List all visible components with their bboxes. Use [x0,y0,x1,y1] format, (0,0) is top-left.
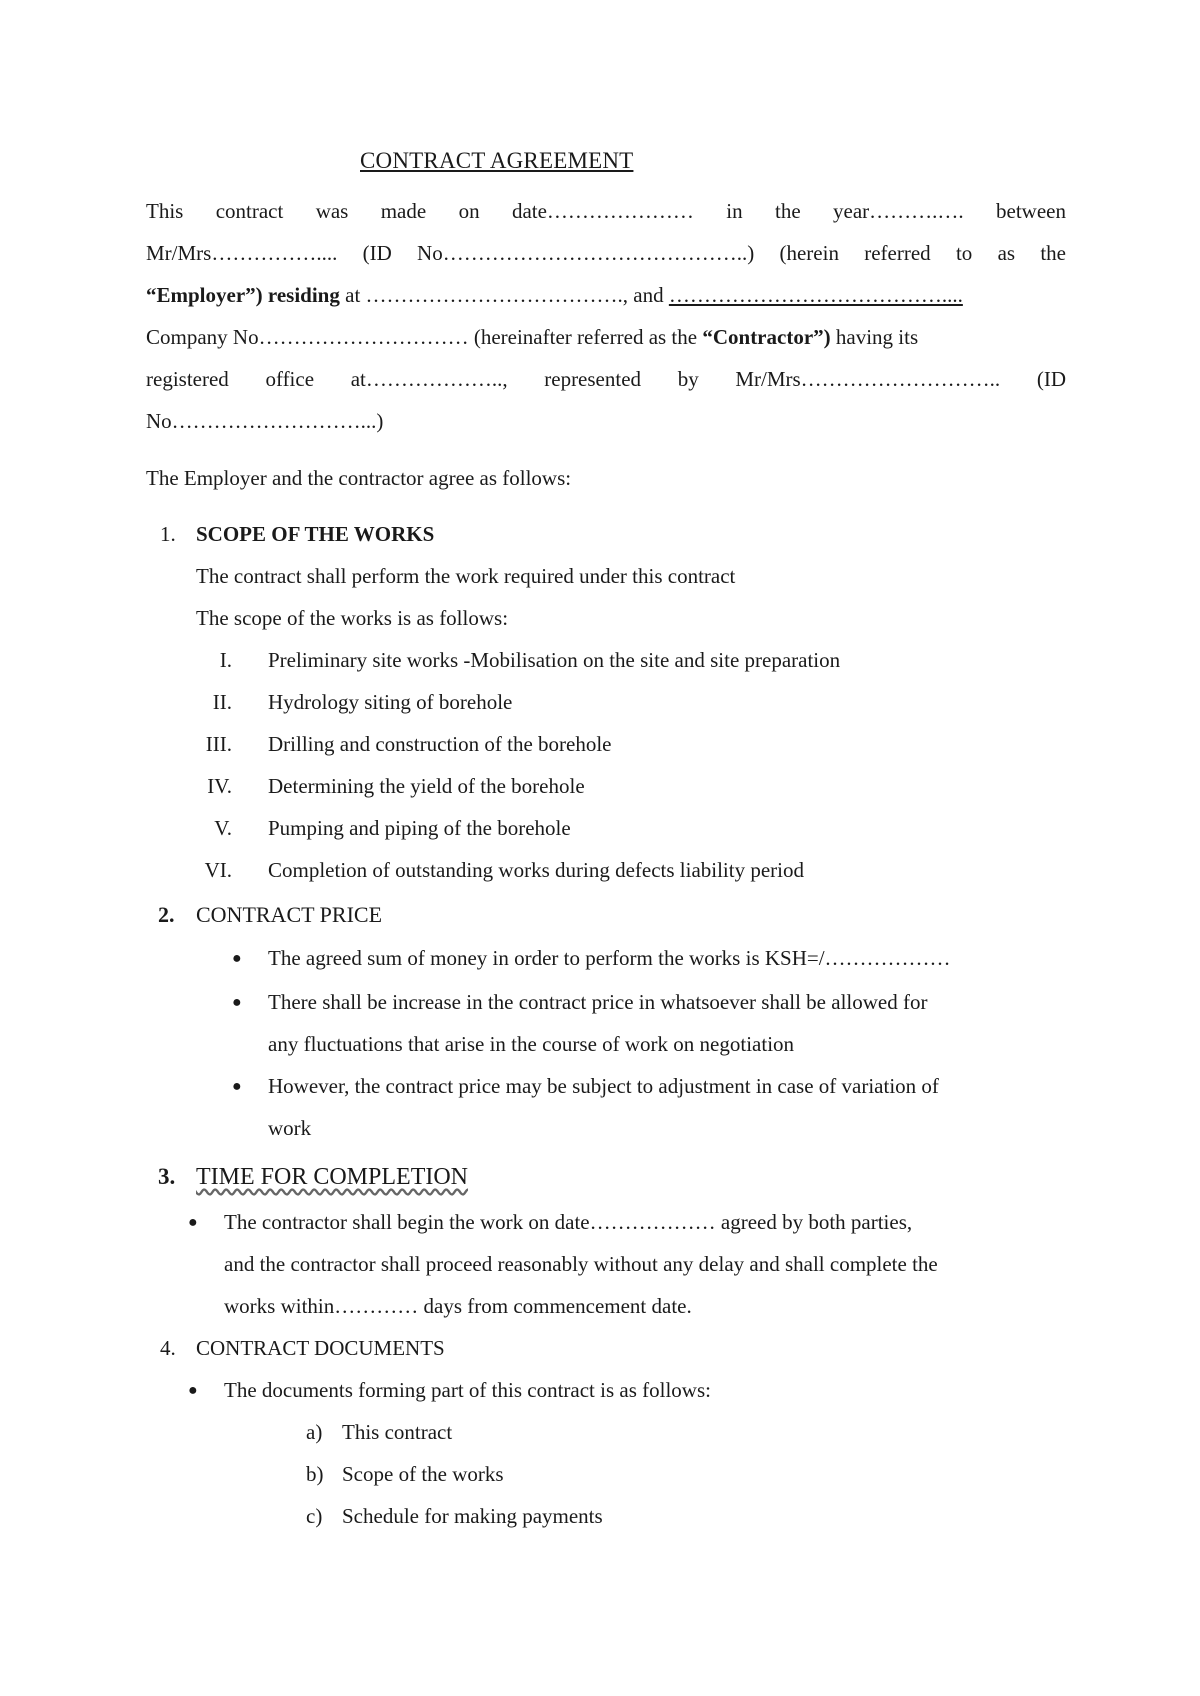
blank-underlined: ………………………………….... [668,283,963,307]
scope-item-text: Determining the yield of the borehole [268,774,585,798]
document-item-text: This contract [342,1420,453,1444]
section-1-title: SCOPE OF THE WORKS [196,522,435,546]
document-item-letter: b) [306,1462,324,1486]
document-item-letter: c) [306,1504,323,1528]
bullet-icon: ● [232,950,242,967]
section-4-title: CONTRACT DOCUMENTS [196,1336,445,1360]
scope-item-number: V. [214,816,232,840]
scope-item-number: III. [205,732,232,756]
bullet-icon: ● [232,1078,242,1095]
scope-item-text: Hydrology siting of borehole [268,690,513,714]
price-bullet-3: However, the contract price may be subject to adjustment in case of variation of [268,1074,939,1098]
agreement-statement: The Employer and the contractor agree as follows: [146,466,572,490]
section-3-title: TIME FOR COMPLETION [196,1164,469,1190]
section-4-number: 4. [160,1336,176,1360]
section-2-title: CONTRACT PRICE [196,902,383,927]
intro-line-4: Company No………………………… (hereinafter referred as the “Contractor”) having its [146,325,919,349]
intro-line-1: This contract was made on date………………… in the year……….…. between [146,199,1066,223]
scope-item-text: Completion of outstanding works during defects liability period [268,858,805,882]
intro-paragraph [146,196,1066,448]
scope-item-text: Pumping and piping of the borehole [268,816,571,840]
section-2-number: 2. [158,902,175,927]
price-bullet-3-cont: work [268,1116,312,1140]
price-bullet-2: There shall be increase in the contract price in whatsoever shall be allowed for [268,990,928,1014]
section-1-text-1: The contract shall perform the work required under this contract [196,564,736,588]
scope-item-number: I. [219,648,232,672]
completion-text-1: The contractor shall begin the work on date……………… agreed by both parties, [224,1210,913,1234]
scope-item-number: VI. [204,858,232,882]
intro-line-6: No………………………...) [146,409,384,433]
scope-item-text: Drilling and construction of the borehole [268,732,612,756]
intro-line-5: registered office at……………….., represented by Mr/Mrs……………………….. (ID [146,367,1066,391]
document-title: CONTRACT AGREEMENT [360,148,634,173]
document-item-letter: a) [306,1420,323,1444]
section-3-number: 3. [158,1164,176,1189]
contractor-label: “Contractor”) [702,325,831,349]
completion-text-3: works within………… days from commencement date. [224,1294,692,1318]
document-item-text: Scope of the works [342,1462,504,1486]
scope-item-number: IV. [207,774,232,798]
scope-item-number: II. [212,690,232,714]
completion-text-2: and the contractor shall proceed reasonably without any delay and shall complete the [224,1252,938,1276]
bullet-icon: ● [232,994,242,1011]
documents-intro: The documents forming part of this contract is as follows: [224,1378,711,1402]
price-bullet-1: The agreed sum of money in order to perform the works is KSH=/……………… [268,946,951,970]
bullet-icon: ● [188,1214,198,1231]
document-item-text: Schedule for making payments [342,1504,603,1528]
section-1-number: 1. [160,522,176,546]
section-1-text-2: The scope of the works is as follows: [196,606,509,630]
employer-label: “Employer”) residing [146,283,340,307]
scope-item-text: Preliminary site works -Mobilisation on the site and site preparation [268,648,841,672]
bullet-icon: ● [188,1382,198,1399]
intro-line-3: “Employer”) residing at ………………………………., and ………………………………….... [146,283,963,307]
intro-line-2: Mr/Mrs…………….... (ID No……………………………………..) (herein referred to as the [146,241,1066,265]
price-bullet-2-cont: any fluctuations that arise in the course of work on negotiation [268,1032,795,1056]
